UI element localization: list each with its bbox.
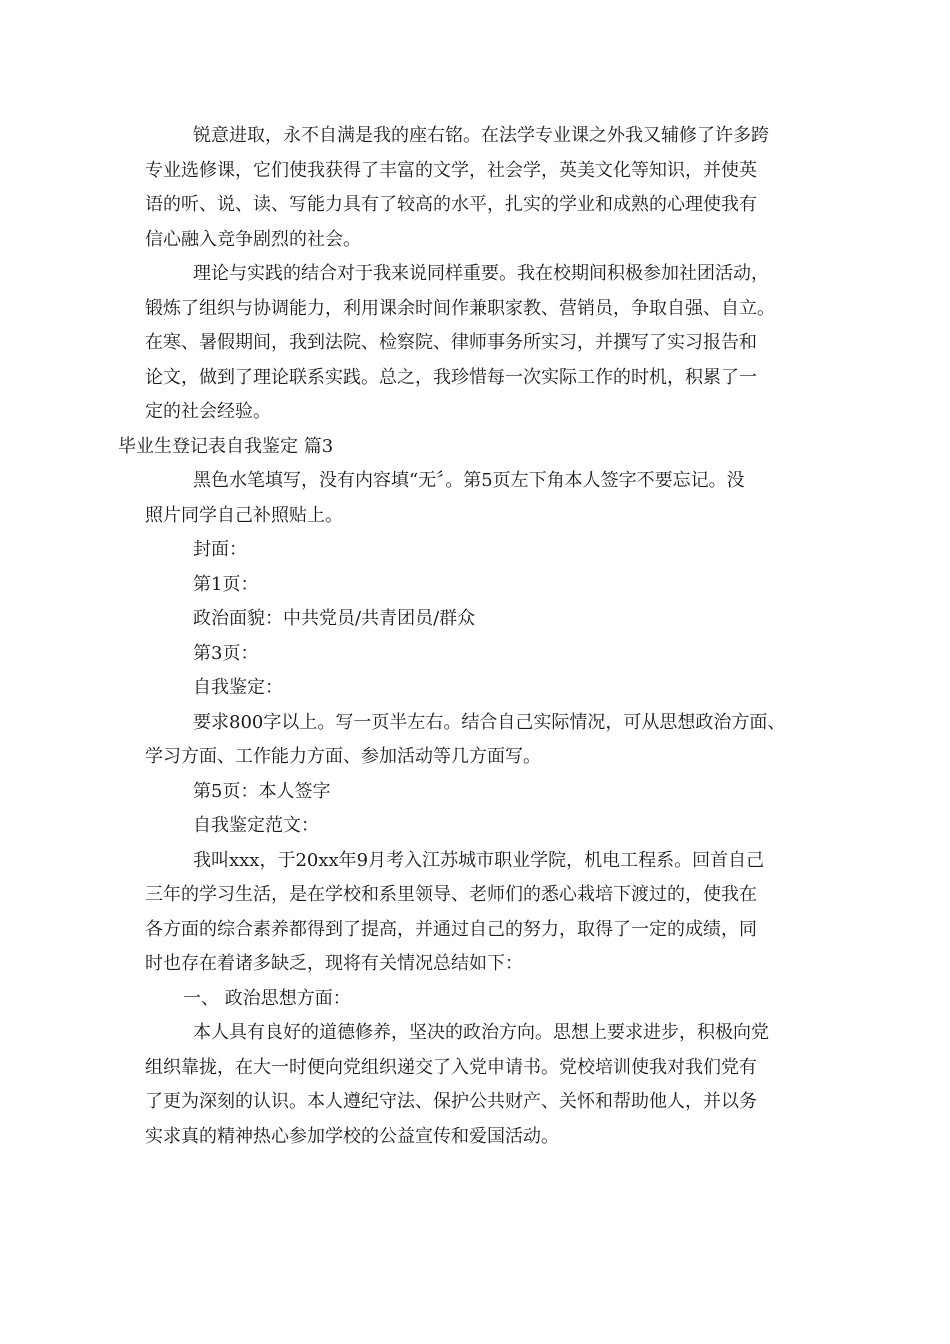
text-line: 要求800字以上。写一页半左右。结合自己实际情况，可从思想政治方面、 bbox=[193, 711, 786, 733]
text-line: 各方面的综合素养都得到了提高，并通过自己的努力，取得了一定的成绩，同 bbox=[145, 918, 757, 940]
text-line: 实求真的精神热心参加学校的公益宣传和爱国活动。 bbox=[145, 1125, 559, 1147]
text-line: 组织靠拢，在大一时便向党组织递交了入党申请书。党校培训使我对我们党有 bbox=[145, 1056, 757, 1078]
text-line: 信心融入竞争剧烈的社会。 bbox=[145, 228, 361, 250]
text-line: 在寒、暑假期间，我到法院、检察院、律师事务所实习，并撰写了实习报告和 bbox=[145, 332, 757, 353]
text-line: 锻炼了组织与协调能力，利用课余时间作兼职家教、营销员，争取自强、自立。 bbox=[145, 297, 775, 319]
text-line: 专业选修课，它们使我获得了丰富的文学，社会学，英美文化等知识，并使英 bbox=[145, 159, 757, 181]
text-line: 三年的学习生活，是在学校和系里领导、老师们的悉心栽培下渡过的，使我在 bbox=[145, 884, 757, 905]
text-line: 理论与实践的结合对于我来说同样重要。我在校期间积极参加社团活动， bbox=[193, 263, 769, 284]
text-line: 论文，做到了理论联系实践。总之，我珍惜每一次实际工作的时机，积累了一 bbox=[145, 366, 757, 388]
text-line: 语的听、说、读、写能力具有了较高的水平，扎实的学业和成熟的心理使我有 bbox=[145, 194, 757, 215]
text-line: 时也存在着诸多缺乏，现将有关情况总结如下： bbox=[145, 953, 523, 974]
text-line: 自我鉴定： bbox=[193, 677, 283, 698]
text-line: 学习方面、工作能力方面、参加活动等几方面写。 bbox=[145, 746, 541, 767]
text-line: 黑色水笔填写，没有内容填“无〞。第5页左下角本人签字不要忘记。没 bbox=[193, 470, 745, 491]
document-body bbox=[118, 119, 810, 1154]
text-line: 锐意进取，永不自满是我的座右铭。在法学专业课之外我又辅修了许多跨 bbox=[193, 125, 769, 146]
text-line: 照片同学自己补照贴上。 bbox=[145, 504, 343, 526]
text-line: 自我鉴定范文： bbox=[193, 815, 319, 836]
text-line: 第3页： bbox=[193, 642, 259, 664]
text-line: 封面： bbox=[193, 539, 247, 560]
text-line: 我叫xxx，于20xx年9月考入江苏城市职业学院，机电工程系。回首自己 bbox=[193, 849, 765, 871]
text-line: 了更为深刻的认识。本人遵纪守法、保护公共财产、关怀和帮助他人，并以务 bbox=[145, 1091, 757, 1112]
text-line: 本人具有良好的道德修养，坚决的政治方向。思想上要求进步，积极向党 bbox=[193, 1022, 769, 1043]
section-heading: 毕业生登记表自我鉴定 篇3 bbox=[118, 435, 334, 457]
text-line: 第1页： bbox=[193, 573, 259, 595]
text-line: 政治面貌：中共党员/共青团员/群众 bbox=[193, 608, 476, 629]
text-line: 定的社会经验。 bbox=[145, 401, 271, 422]
text-line: 第5页：本人签字 bbox=[193, 780, 331, 802]
text-line: 一、 政治思想方面： bbox=[183, 987, 351, 1009]
